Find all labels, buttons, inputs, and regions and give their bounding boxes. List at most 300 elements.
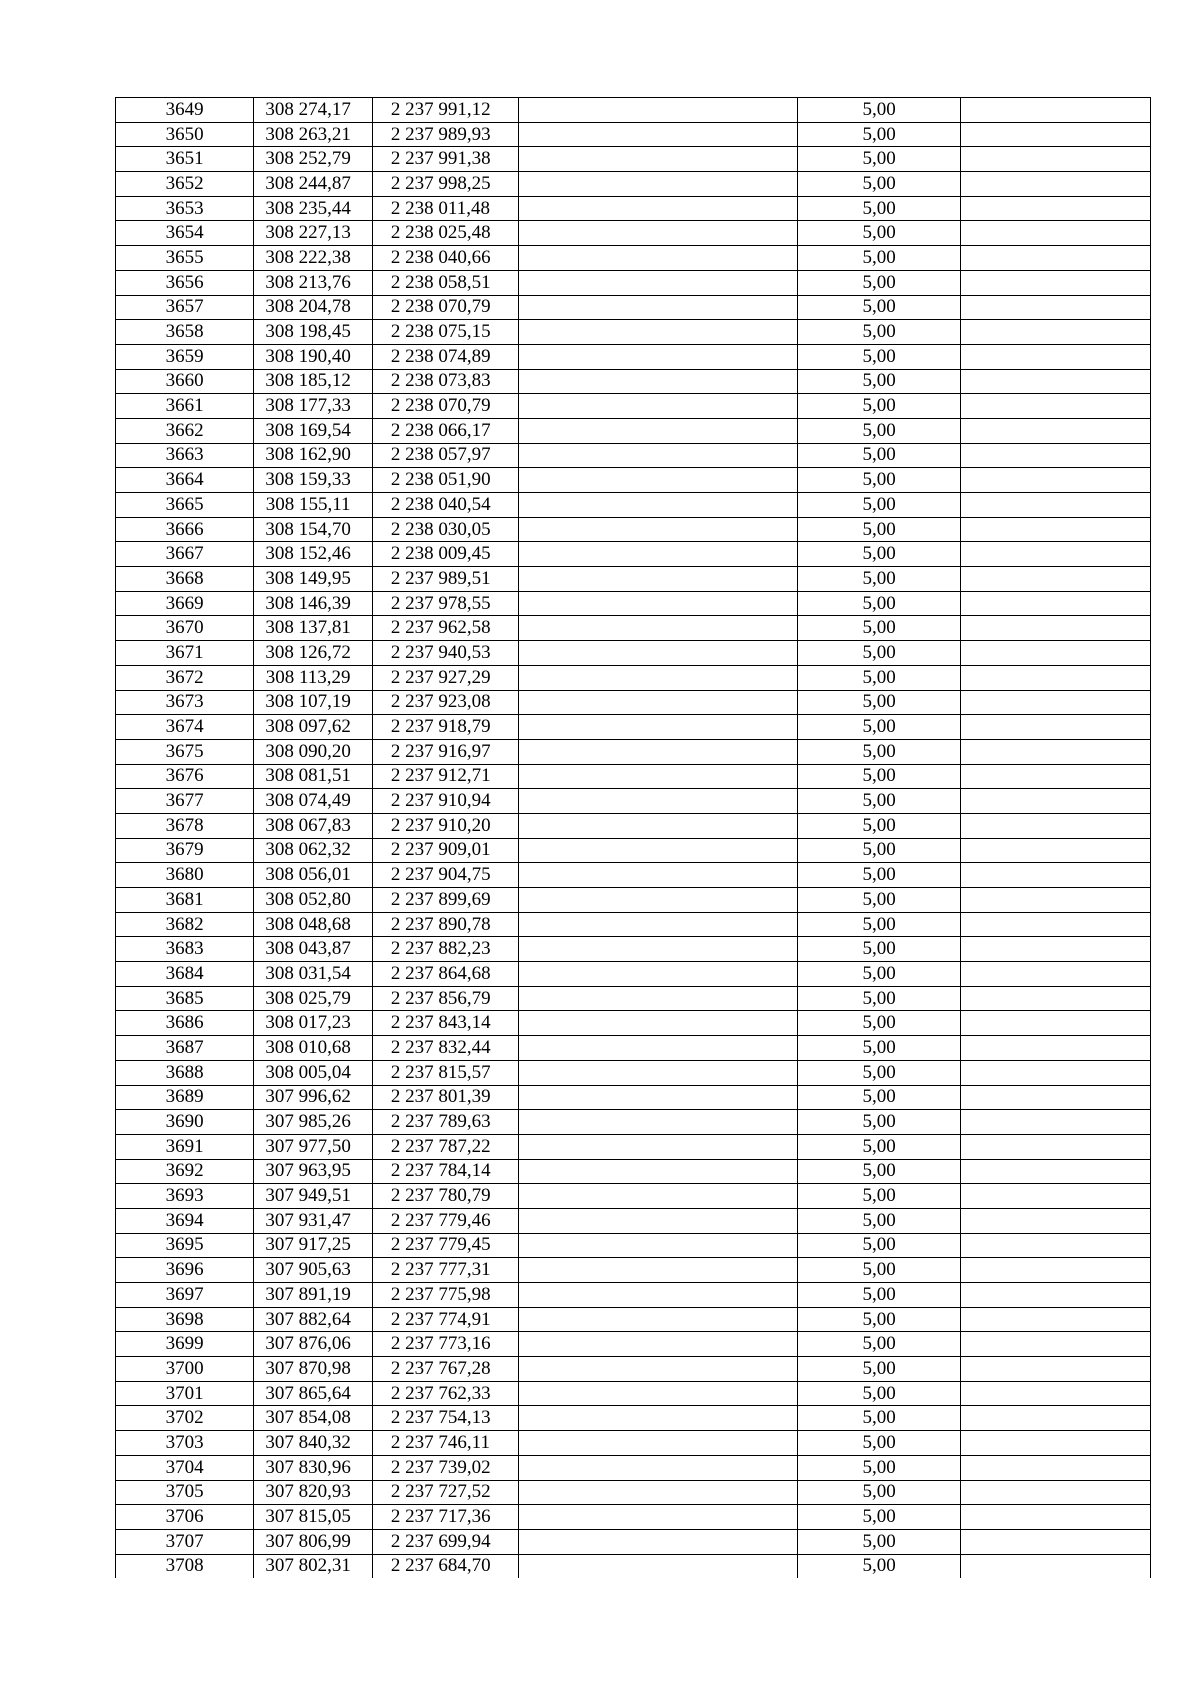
y-coordinate-cell: 2 237 940,53 (372, 641, 519, 666)
y-coordinate-cell: 2 237 890,78 (372, 912, 519, 937)
point-number-cell: 3668 (116, 567, 254, 592)
empty-cell (961, 616, 1151, 641)
table-row (116, 344, 1151, 369)
x-coordinate-cell: 308 126,72 (254, 641, 373, 666)
point-number-cell: 3706 (116, 1505, 254, 1530)
point-number-cell: 3671 (116, 641, 254, 666)
empty-cell (961, 764, 1151, 789)
x-coordinate-cell: 308 190,40 (254, 344, 373, 369)
point-number-cell: 3675 (116, 739, 254, 764)
table-row (116, 270, 1151, 295)
y-coordinate-cell: 2 238 074,89 (372, 344, 519, 369)
empty-cell (519, 641, 798, 666)
empty-cell (961, 567, 1151, 592)
table-row (116, 517, 1151, 542)
x-coordinate-cell: 307 985,26 (254, 1110, 373, 1135)
y-coordinate-cell: 2 237 923,08 (372, 690, 519, 715)
value-cell: 5,00 (798, 962, 961, 987)
table-row (116, 196, 1151, 221)
empty-cell (519, 320, 798, 345)
x-coordinate-cell: 307 949,51 (254, 1184, 373, 1209)
x-coordinate-cell: 308 177,33 (254, 394, 373, 419)
value-cell: 5,00 (798, 493, 961, 518)
value-cell: 5,00 (798, 863, 961, 888)
table-row (116, 1110, 1151, 1135)
empty-cell (961, 1529, 1151, 1554)
point-number-cell: 3702 (116, 1406, 254, 1431)
empty-cell (961, 122, 1151, 147)
table-row (116, 789, 1151, 814)
empty-cell (961, 295, 1151, 320)
value-cell: 5,00 (798, 888, 961, 913)
empty-cell (519, 147, 798, 172)
table-row (116, 690, 1151, 715)
table-row (116, 567, 1151, 592)
y-coordinate-cell: 2 237 789,63 (372, 1110, 519, 1135)
table-row (116, 764, 1151, 789)
table-row (116, 1529, 1151, 1554)
empty-cell (519, 1307, 798, 1332)
table-row (116, 1184, 1151, 1209)
empty-cell (519, 517, 798, 542)
empty-cell (519, 1505, 798, 1530)
table-row (116, 320, 1151, 345)
empty-cell (519, 1060, 798, 1085)
empty-cell (961, 394, 1151, 419)
x-coordinate-cell: 307 876,06 (254, 1332, 373, 1357)
empty-cell (519, 270, 798, 295)
y-coordinate-cell: 2 238 025,48 (372, 221, 519, 246)
point-number-cell: 3667 (116, 542, 254, 567)
value-cell: 5,00 (798, 1455, 961, 1480)
y-coordinate-cell: 2 237 910,20 (372, 813, 519, 838)
x-coordinate-cell: 308 090,20 (254, 739, 373, 764)
empty-cell (519, 715, 798, 740)
value-cell: 5,00 (798, 1505, 961, 1530)
empty-cell (961, 1258, 1151, 1283)
x-coordinate-cell: 307 996,62 (254, 1085, 373, 1110)
empty-cell (519, 567, 798, 592)
coordinates-table (115, 97, 1151, 1578)
value-cell: 5,00 (798, 320, 961, 345)
empty-cell (519, 616, 798, 641)
y-coordinate-cell: 2 238 011,48 (372, 196, 519, 221)
y-coordinate-cell: 2 237 815,57 (372, 1060, 519, 1085)
value-cell: 5,00 (798, 567, 961, 592)
table-row (116, 739, 1151, 764)
y-coordinate-cell: 2 237 991,38 (372, 147, 519, 172)
table-row (116, 542, 1151, 567)
empty-cell (519, 344, 798, 369)
table-row (116, 937, 1151, 962)
y-coordinate-cell: 2 237 717,36 (372, 1505, 519, 1530)
y-coordinate-cell: 2 237 746,11 (372, 1431, 519, 1456)
point-number-cell: 3683 (116, 937, 254, 962)
point-number-cell: 3674 (116, 715, 254, 740)
empty-cell (519, 690, 798, 715)
value-cell: 5,00 (798, 715, 961, 740)
x-coordinate-cell: 307 931,47 (254, 1208, 373, 1233)
empty-cell (961, 888, 1151, 913)
x-coordinate-cell: 308 056,01 (254, 863, 373, 888)
point-number-cell: 3684 (116, 962, 254, 987)
x-coordinate-cell: 307 815,05 (254, 1505, 373, 1530)
point-number-cell: 3686 (116, 1011, 254, 1036)
table-row (116, 1233, 1151, 1258)
empty-cell (961, 221, 1151, 246)
empty-cell (519, 394, 798, 419)
y-coordinate-cell: 2 238 051,90 (372, 468, 519, 493)
value-cell: 5,00 (798, 1357, 961, 1382)
point-number-cell: 3654 (116, 221, 254, 246)
empty-cell (961, 369, 1151, 394)
empty-cell (519, 1134, 798, 1159)
y-coordinate-cell: 2 237 912,71 (372, 764, 519, 789)
x-coordinate-cell: 307 963,95 (254, 1159, 373, 1184)
point-number-cell: 3692 (116, 1159, 254, 1184)
value-cell: 5,00 (798, 394, 961, 419)
value-cell: 5,00 (798, 764, 961, 789)
x-coordinate-cell: 308 113,29 (254, 665, 373, 690)
table-row (116, 246, 1151, 271)
y-coordinate-cell: 2 237 762,33 (372, 1381, 519, 1406)
point-number-cell: 3655 (116, 246, 254, 271)
point-number-cell: 3685 (116, 986, 254, 1011)
x-coordinate-cell: 307 977,50 (254, 1134, 373, 1159)
empty-cell (961, 196, 1151, 221)
y-coordinate-cell: 2 237 775,98 (372, 1283, 519, 1308)
point-number-cell: 3696 (116, 1258, 254, 1283)
point-number-cell: 3698 (116, 1307, 254, 1332)
empty-cell (961, 863, 1151, 888)
empty-cell (519, 1233, 798, 1258)
x-coordinate-cell: 308 204,78 (254, 295, 373, 320)
y-coordinate-cell: 2 237 927,29 (372, 665, 519, 690)
value-cell: 5,00 (798, 196, 961, 221)
x-coordinate-cell: 308 052,80 (254, 888, 373, 913)
x-coordinate-cell: 308 155,11 (254, 493, 373, 518)
empty-cell (519, 1480, 798, 1505)
empty-cell (961, 1233, 1151, 1258)
point-number-cell: 3663 (116, 443, 254, 468)
x-coordinate-cell: 308 274,17 (254, 98, 373, 123)
y-coordinate-cell: 2 237 962,58 (372, 616, 519, 641)
y-coordinate-cell: 2 237 864,68 (372, 962, 519, 987)
table-row (116, 221, 1151, 246)
empty-cell (961, 172, 1151, 197)
point-number-cell: 3705 (116, 1480, 254, 1505)
x-coordinate-cell: 307 905,63 (254, 1258, 373, 1283)
value-cell: 5,00 (798, 1110, 961, 1135)
y-coordinate-cell: 2 238 070,79 (372, 394, 519, 419)
table-row (116, 1455, 1151, 1480)
y-coordinate-cell: 2 237 699,94 (372, 1529, 519, 1554)
empty-cell (519, 888, 798, 913)
empty-cell (519, 1554, 798, 1578)
point-number-cell: 3708 (116, 1554, 254, 1578)
table-row (116, 1258, 1151, 1283)
value-cell: 5,00 (798, 517, 961, 542)
y-coordinate-cell: 2 237 998,25 (372, 172, 519, 197)
table-row (116, 715, 1151, 740)
point-number-cell: 3697 (116, 1283, 254, 1308)
table-row (116, 1283, 1151, 1308)
value-cell: 5,00 (798, 1554, 961, 1578)
table-row (116, 443, 1151, 468)
value-cell: 5,00 (798, 418, 961, 443)
point-number-cell: 3707 (116, 1529, 254, 1554)
y-coordinate-cell: 2 237 779,46 (372, 1208, 519, 1233)
point-number-cell: 3700 (116, 1357, 254, 1382)
value-cell: 5,00 (798, 1480, 961, 1505)
value-cell: 5,00 (798, 1134, 961, 1159)
value-cell: 5,00 (798, 295, 961, 320)
value-cell: 5,00 (798, 246, 961, 271)
value-cell: 5,00 (798, 270, 961, 295)
table-row (116, 1480, 1151, 1505)
point-number-cell: 3658 (116, 320, 254, 345)
empty-cell (519, 1159, 798, 1184)
table-row (116, 394, 1151, 419)
empty-cell (961, 1283, 1151, 1308)
empty-cell (519, 1529, 798, 1554)
y-coordinate-cell: 2 237 916,97 (372, 739, 519, 764)
empty-cell (519, 196, 798, 221)
point-number-cell: 3662 (116, 418, 254, 443)
empty-cell (519, 1406, 798, 1431)
value-cell: 5,00 (798, 665, 961, 690)
empty-cell (519, 813, 798, 838)
empty-cell (519, 1455, 798, 1480)
empty-cell (519, 591, 798, 616)
empty-cell (961, 1307, 1151, 1332)
value-cell: 5,00 (798, 1307, 961, 1332)
value-cell: 5,00 (798, 1258, 961, 1283)
y-coordinate-cell: 2 237 801,39 (372, 1085, 519, 1110)
x-coordinate-cell: 307 854,08 (254, 1406, 373, 1431)
empty-cell (961, 1554, 1151, 1578)
empty-cell (961, 690, 1151, 715)
x-coordinate-cell: 308 107,19 (254, 690, 373, 715)
value-cell: 5,00 (798, 1431, 961, 1456)
value-cell: 5,00 (798, 937, 961, 962)
y-coordinate-cell: 2 237 739,02 (372, 1455, 519, 1480)
x-coordinate-cell: 308 017,23 (254, 1011, 373, 1036)
table-row (116, 665, 1151, 690)
y-coordinate-cell: 2 238 057,97 (372, 443, 519, 468)
empty-cell (519, 443, 798, 468)
x-coordinate-cell: 308 152,46 (254, 542, 373, 567)
table-row (116, 1011, 1151, 1036)
value-cell: 5,00 (798, 542, 961, 567)
value-cell: 5,00 (798, 1406, 961, 1431)
empty-cell (519, 863, 798, 888)
y-coordinate-cell: 2 237 843,14 (372, 1011, 519, 1036)
table-row (116, 98, 1151, 123)
empty-cell (519, 1184, 798, 1209)
empty-cell (961, 715, 1151, 740)
point-number-cell: 3665 (116, 493, 254, 518)
x-coordinate-cell: 308 198,45 (254, 320, 373, 345)
empty-cell (961, 1332, 1151, 1357)
y-coordinate-cell: 2 237 832,44 (372, 1036, 519, 1061)
empty-cell (961, 443, 1151, 468)
value-cell: 5,00 (798, 813, 961, 838)
empty-cell (519, 1357, 798, 1382)
value-cell: 5,00 (798, 1159, 961, 1184)
x-coordinate-cell: 308 252,79 (254, 147, 373, 172)
x-coordinate-cell: 307 917,25 (254, 1233, 373, 1258)
empty-cell (961, 246, 1151, 271)
x-coordinate-cell: 307 891,19 (254, 1283, 373, 1308)
x-coordinate-cell: 308 222,38 (254, 246, 373, 271)
empty-cell (961, 1110, 1151, 1135)
empty-cell (961, 912, 1151, 937)
value-cell: 5,00 (798, 1381, 961, 1406)
empty-cell (961, 468, 1151, 493)
point-number-cell: 3680 (116, 863, 254, 888)
y-coordinate-cell: 2 237 978,55 (372, 591, 519, 616)
empty-cell (961, 1381, 1151, 1406)
empty-cell (961, 1060, 1151, 1085)
point-number-cell: 3693 (116, 1184, 254, 1209)
value-cell: 5,00 (798, 616, 961, 641)
value-cell: 5,00 (798, 369, 961, 394)
empty-cell (519, 369, 798, 394)
empty-cell (519, 1036, 798, 1061)
y-coordinate-cell: 2 237 777,31 (372, 1258, 519, 1283)
x-coordinate-cell: 307 870,98 (254, 1357, 373, 1382)
value-cell: 5,00 (798, 591, 961, 616)
point-number-cell: 3652 (116, 172, 254, 197)
y-coordinate-cell: 2 238 073,83 (372, 369, 519, 394)
y-coordinate-cell: 2 237 787,22 (372, 1134, 519, 1159)
table-row (116, 369, 1151, 394)
y-coordinate-cell: 2 238 070,79 (372, 295, 519, 320)
y-coordinate-cell: 2 237 754,13 (372, 1406, 519, 1431)
empty-cell (961, 1159, 1151, 1184)
empty-cell (519, 172, 798, 197)
point-number-cell: 3679 (116, 838, 254, 863)
point-number-cell: 3653 (116, 196, 254, 221)
y-coordinate-cell: 2 237 779,45 (372, 1233, 519, 1258)
x-coordinate-cell: 308 185,12 (254, 369, 373, 394)
empty-cell (961, 665, 1151, 690)
empty-cell (961, 147, 1151, 172)
table-row (116, 1085, 1151, 1110)
point-number-cell: 3657 (116, 295, 254, 320)
point-number-cell: 3664 (116, 468, 254, 493)
y-coordinate-cell: 2 237 767,28 (372, 1357, 519, 1382)
table-row (116, 888, 1151, 913)
empty-cell (961, 1455, 1151, 1480)
table-row (116, 147, 1151, 172)
x-coordinate-cell: 308 149,95 (254, 567, 373, 592)
x-coordinate-cell: 308 025,79 (254, 986, 373, 1011)
empty-cell (961, 1431, 1151, 1456)
empty-cell (961, 270, 1151, 295)
point-number-cell: 3689 (116, 1085, 254, 1110)
value-cell: 5,00 (798, 443, 961, 468)
x-coordinate-cell: 308 031,54 (254, 962, 373, 987)
table-row (116, 295, 1151, 320)
y-coordinate-cell: 2 238 075,15 (372, 320, 519, 345)
empty-cell (961, 344, 1151, 369)
point-number-cell: 3672 (116, 665, 254, 690)
y-coordinate-cell: 2 237 989,93 (372, 122, 519, 147)
point-number-cell: 3676 (116, 764, 254, 789)
y-coordinate-cell: 2 237 910,94 (372, 789, 519, 814)
x-coordinate-cell: 308 263,21 (254, 122, 373, 147)
x-coordinate-cell: 307 882,64 (254, 1307, 373, 1332)
point-number-cell: 3704 (116, 1455, 254, 1480)
empty-cell (519, 986, 798, 1011)
point-number-cell: 3673 (116, 690, 254, 715)
empty-cell (519, 764, 798, 789)
value-cell: 5,00 (798, 690, 961, 715)
y-coordinate-cell: 2 237 918,79 (372, 715, 519, 740)
value-cell: 5,00 (798, 1060, 961, 1085)
point-number-cell: 3660 (116, 369, 254, 394)
table-row (116, 493, 1151, 518)
empty-cell (519, 418, 798, 443)
y-coordinate-cell: 2 237 727,52 (372, 1480, 519, 1505)
value-cell: 5,00 (798, 1283, 961, 1308)
x-coordinate-cell: 308 159,33 (254, 468, 373, 493)
table-row (116, 122, 1151, 147)
point-number-cell: 3701 (116, 1381, 254, 1406)
x-coordinate-cell: 308 146,39 (254, 591, 373, 616)
x-coordinate-cell: 308 062,32 (254, 838, 373, 863)
x-coordinate-cell: 308 227,13 (254, 221, 373, 246)
empty-cell (519, 295, 798, 320)
empty-cell (961, 418, 1151, 443)
x-coordinate-cell: 308 081,51 (254, 764, 373, 789)
empty-cell (961, 1208, 1151, 1233)
x-coordinate-cell: 308 213,76 (254, 270, 373, 295)
value-cell: 5,00 (798, 172, 961, 197)
point-number-cell: 3687 (116, 1036, 254, 1061)
table-row (116, 986, 1151, 1011)
empty-cell (519, 98, 798, 123)
table-row (116, 1505, 1151, 1530)
table-row (116, 468, 1151, 493)
point-number-cell: 3661 (116, 394, 254, 419)
table-row (116, 1036, 1151, 1061)
empty-cell (961, 739, 1151, 764)
x-coordinate-cell: 307 806,99 (254, 1529, 373, 1554)
empty-cell (519, 937, 798, 962)
table-row (116, 418, 1151, 443)
value-cell: 5,00 (798, 1529, 961, 1554)
x-coordinate-cell: 308 010,68 (254, 1036, 373, 1061)
table-row (116, 962, 1151, 987)
point-number-cell: 3656 (116, 270, 254, 295)
x-coordinate-cell: 308 074,49 (254, 789, 373, 814)
point-number-cell: 3650 (116, 122, 254, 147)
empty-cell (961, 1134, 1151, 1159)
x-coordinate-cell: 307 802,31 (254, 1554, 373, 1578)
empty-cell (519, 962, 798, 987)
value-cell: 5,00 (798, 122, 961, 147)
empty-cell (519, 221, 798, 246)
table-row (116, 1431, 1151, 1456)
empty-cell (519, 838, 798, 863)
empty-cell (961, 641, 1151, 666)
x-coordinate-cell: 307 865,64 (254, 1381, 373, 1406)
x-coordinate-cell: 308 154,70 (254, 517, 373, 542)
value-cell: 5,00 (798, 641, 961, 666)
